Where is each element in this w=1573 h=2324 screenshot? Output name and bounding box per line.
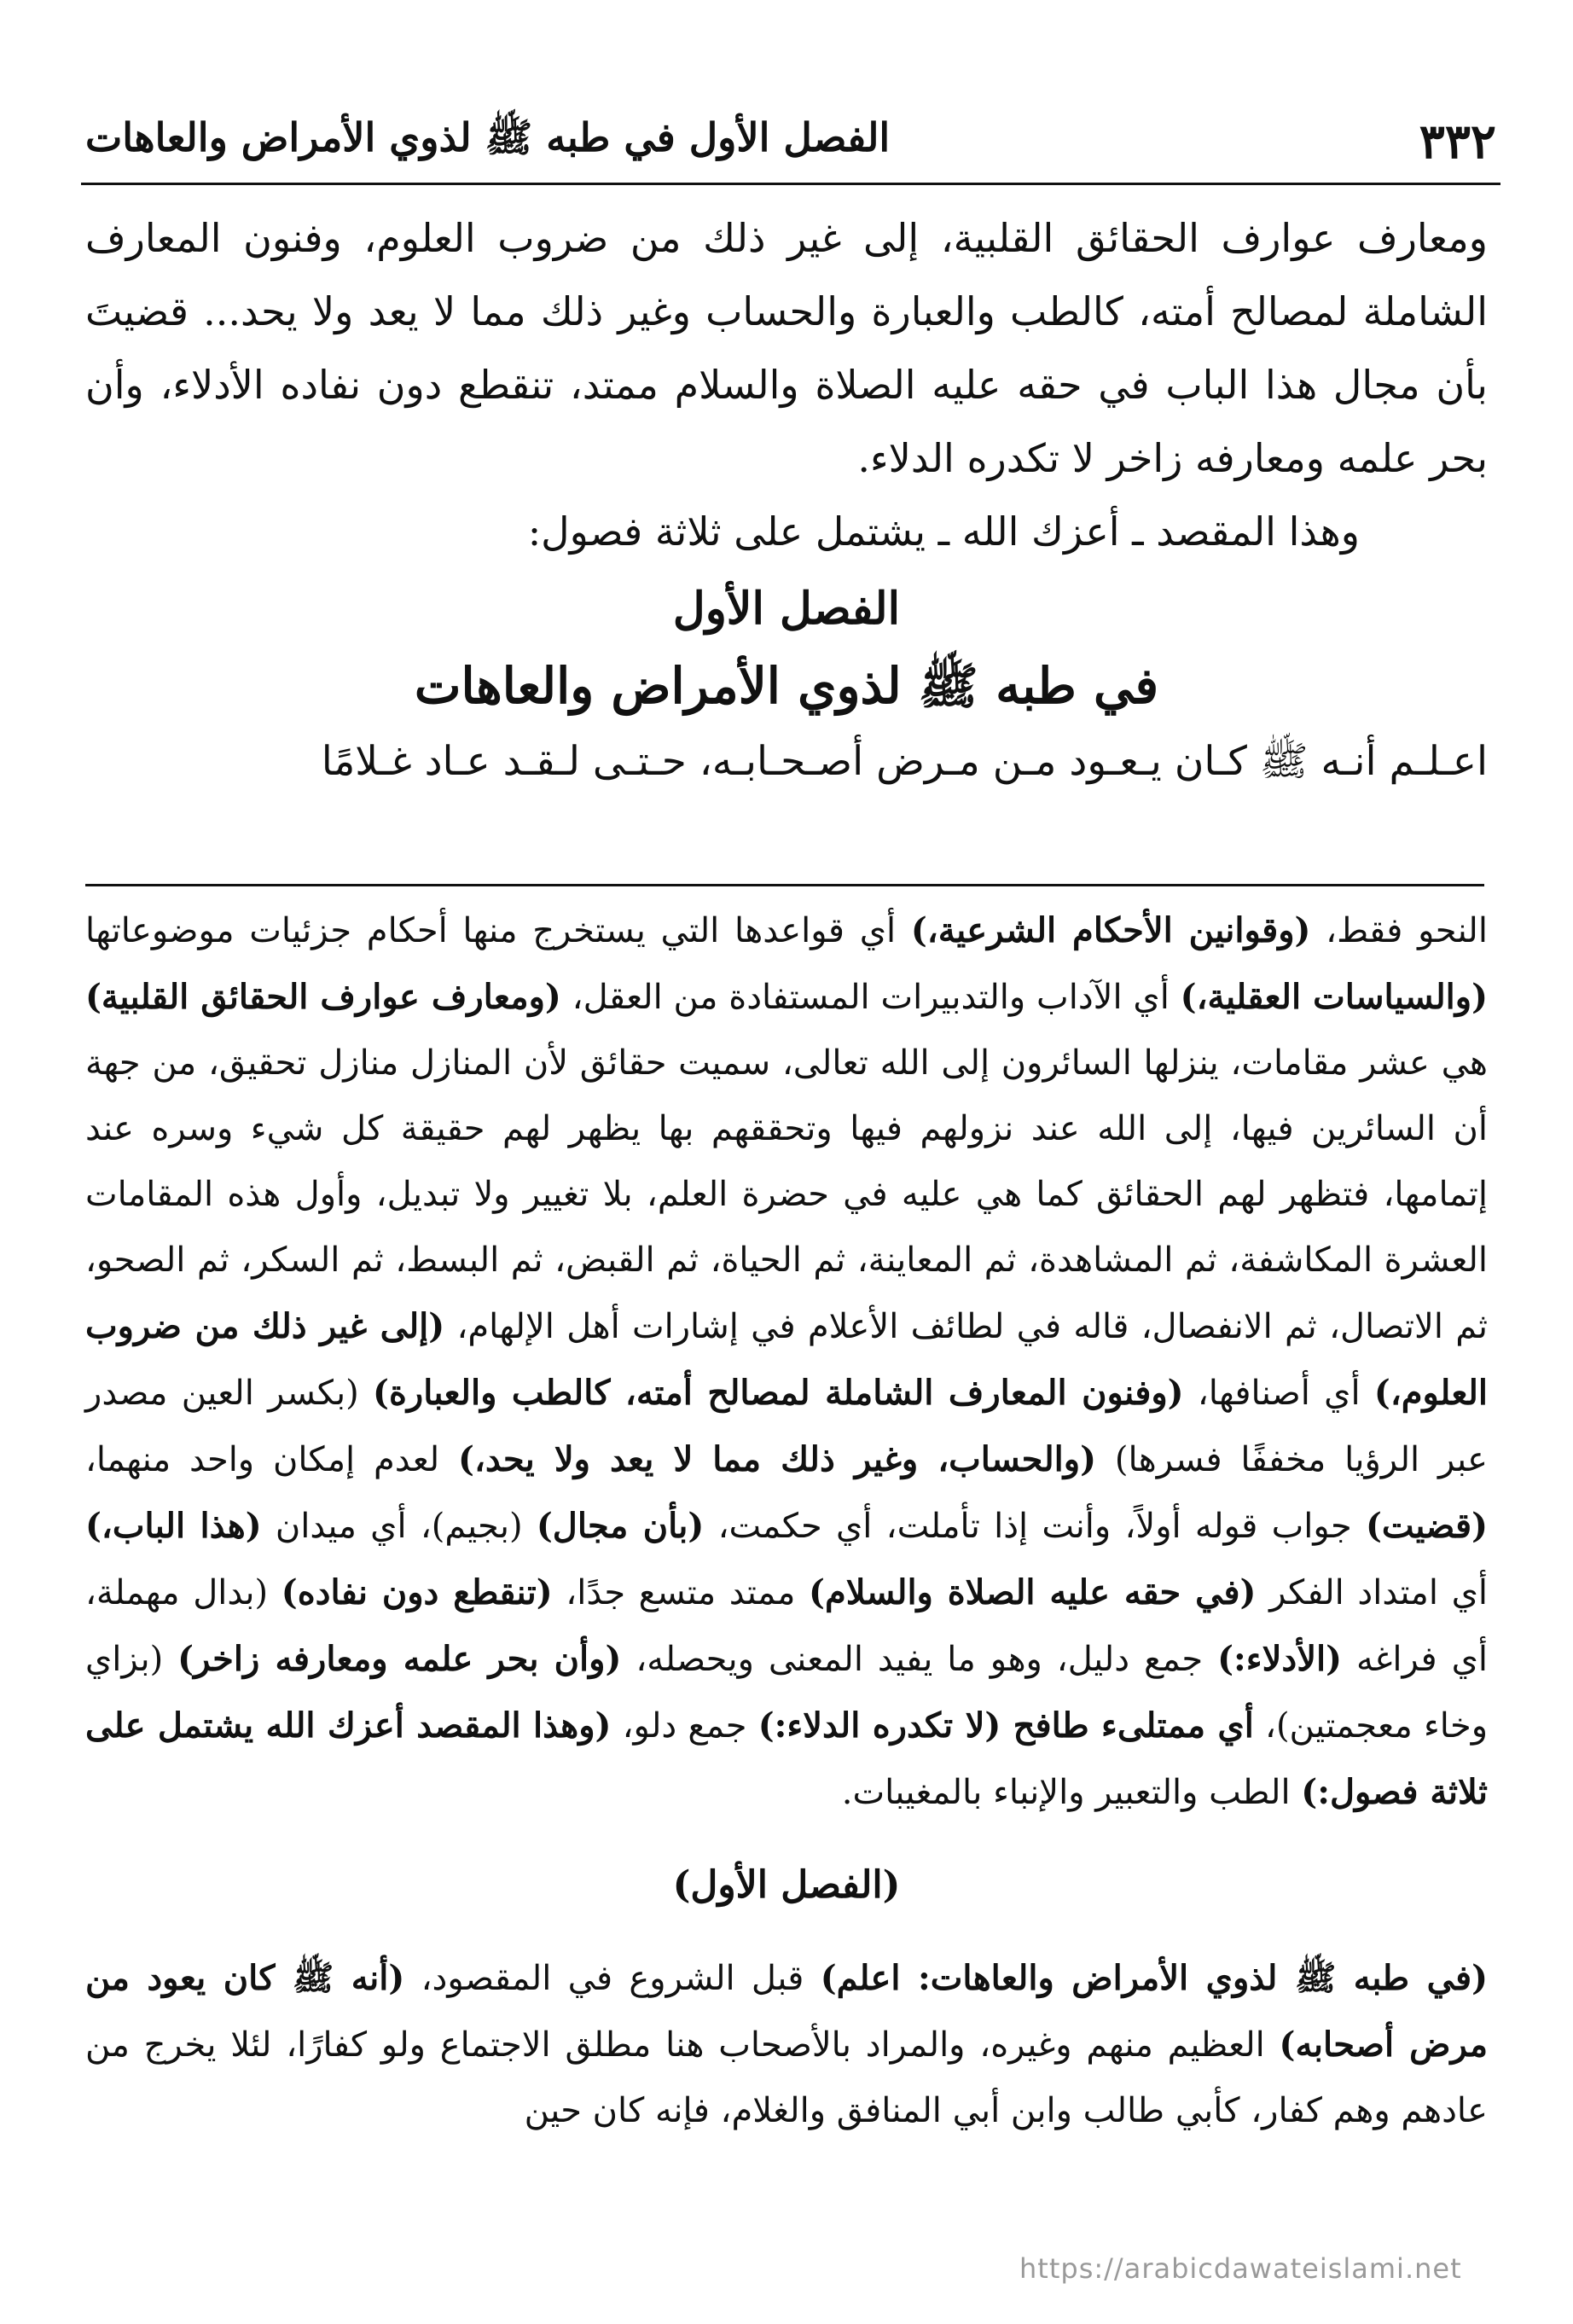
running-header bbox=[85, 109, 1496, 174]
bold-phrase: (في طبه ﷺ لذوي الأمراض والعاهات: اعلم) bbox=[820, 1958, 1489, 1998]
commentary-text bbox=[85, 898, 1488, 2144]
commentary-sub-heading: (الفصل الأول) bbox=[672, 1863, 901, 1907]
text-run: جواب قوله أولاً، وأنت إذا تأملت، أي حكمت، bbox=[704, 1507, 1366, 1546]
text-run: الطب والتعبير والإنباء بالمغيبات. bbox=[841, 1773, 1302, 1812]
commentary-paragraph-1 bbox=[85, 898, 1488, 1826]
text-run: النحو فقط، bbox=[1310, 911, 1488, 950]
bold-phrase: (أنه ﷺ كان يعود من مرض أصحابه) bbox=[85, 1958, 1488, 2065]
bold-phrase: أي ممتلىء طافح (لا تكدره الدلاء:) bbox=[757, 1705, 1254, 1746]
text-run: قبل الشروع في المقصود، bbox=[404, 1959, 821, 1998]
text-run: العظيم منهم وغيره، والمراد بالأصحاب هنا مطلق الاجتماع ولو كفارًا، لئلا يخرج من عادهم وهم كفار، كأبي طالب وابن أبي المنافق والغلام، فإنه كان حين bbox=[85, 2025, 1488, 2130]
text-run: أي امتداد الفكر bbox=[1256, 1573, 1488, 1612]
text-run: أي قواعدها التي يستخرج منها أحكام جزئيات موضوعاتها bbox=[85, 911, 911, 950]
page-number: ٣٣٢ bbox=[1419, 113, 1496, 170]
main-text bbox=[85, 201, 1488, 799]
running-title: الفصل الأول في طبه ﷺ لذوي الأمراض والعاهات bbox=[85, 113, 891, 160]
text-run: أي الآداب والتدبيرات المستفادة من العقل، bbox=[560, 978, 1181, 1017]
text-run: (بدال مهملة، أي فراغه bbox=[85, 1573, 1488, 1679]
bold-phrase: (هذا الباب،) bbox=[85, 1506, 262, 1546]
header-divider bbox=[81, 183, 1500, 185]
main-paragraph-1: ومعارف عوارف الحقائق القلبية، إلى غير ذلك من ضروب العلوم، وفنون المعارف الشاملة لمصالح أمته، كالطب والعبارة والحساب وغير ذلك مما لا يعد ولا يحد... قضيتَ بأن مجال هذا الباب في حقه عليه الصلاة والسلام ممتد، تنقطع دون نفاده الأدلاء، وأن بحر علمه ومعارفه زاخر لا تكدره الدلاء. bbox=[85, 215, 1488, 481]
text-run: جمع دليل، وهو ما يفيد المعنى ويحصله، bbox=[621, 1640, 1218, 1679]
text-run: (بكسر العين مصدر عبر الرؤيا مخففًا فسرها) bbox=[85, 1374, 1488, 1479]
bold-phrase: (بأن مجال) bbox=[536, 1506, 705, 1546]
bold-phrase: (إلى غير ذلك من ضروب العلوم،) bbox=[85, 1306, 1488, 1413]
text-run: جمع دلو، bbox=[611, 1706, 758, 1746]
text-run: أي أصنافها، bbox=[1183, 1374, 1374, 1413]
commentary-paragraph-2 bbox=[85, 1945, 1488, 2144]
text-run: (بجيم)، أي ميدان bbox=[261, 1507, 537, 1546]
bold-phrase: (وهذا المقصد أعزك الله يشتمل على ثلاثة فصول:) bbox=[85, 1705, 1488, 1812]
bold-phrase: (والحساب، وغير ذلك مما لا يعد ولا يحد،) bbox=[458, 1439, 1097, 1479]
text-run: ممتد متسع جدًا، bbox=[552, 1573, 810, 1612]
text-run: لعدم إمكان واحد منهما، bbox=[85, 1440, 459, 1479]
chapter-title: الفصل الأول bbox=[672, 583, 901, 635]
bold-phrase: (وقوانين الأحكام الشرعية،) bbox=[910, 910, 1311, 950]
bold-phrase: (ومعارف عوارف الحقائق القلبية) bbox=[85, 977, 561, 1017]
bold-phrase: (في حقه عليه الصلاة والسلام) bbox=[809, 1572, 1257, 1612]
footnote-divider bbox=[85, 884, 1484, 886]
text-run: (بزاي وخاء معجمتين)، bbox=[85, 1640, 1489, 1746]
bold-phrase: (تنقطع دون نفاده) bbox=[281, 1572, 553, 1612]
bold-phrase: (الأدلاء:) bbox=[1217, 1639, 1343, 1679]
main-paragraph-2: وهذا المقصد ـ أعزك الله ـ يشتمل على ثلاثة فصول: bbox=[527, 508, 1360, 555]
watermark-url: https://arabicdawateislami.net bbox=[1019, 2252, 1462, 2285]
chapter-subtitle: في طبه ﷺ لذوي الأمراض والعاهات bbox=[414, 657, 1159, 715]
text-run: هي عشر مقامات، ينزلها السائرون إلى الله تعالى، سميت حقائق لأن المنازل منازل تحقيق، من جهة أن السائرين فيها، إلى الله عند نزولهم فيها وتحققهم بها يظهر لهم حقيقة كل شيء وسره عند إتمامها، فتظهر لهم الحقائق كما هي عليه في حضرة العلم، بلا تغيير ولا تبديل، وأول هذه المقامات العشرة المكاشفة، ثم المشاهدة، ثم المعاينة، ثم الحياة، ثم القبض، ثم البسط، ثم السكر، ثم الصحو، ثم الاتصال، ثم الانفصال، قاله في لطائف الأعلام في إشارات أهل الإلهام، bbox=[85, 1043, 1489, 1346]
bold-phrase: (وفنون المعارف الشاملة لمصالح أمته، كالطب والعبارة) bbox=[373, 1373, 1184, 1413]
chapter-opening-line: اعـلـم أنـه ﷺ كـان يـعـود مـن مـرض أصـحـابـه، حـتـى لـقـد عـاد غـلامًا bbox=[321, 738, 1488, 785]
bold-phrase: (وأن بحر علمه ومعارفه زاخر) bbox=[177, 1639, 622, 1679]
bold-phrase: (قضيت) bbox=[1366, 1506, 1489, 1546]
bold-phrase: (والسياسات العقلية،) bbox=[1180, 977, 1488, 1017]
